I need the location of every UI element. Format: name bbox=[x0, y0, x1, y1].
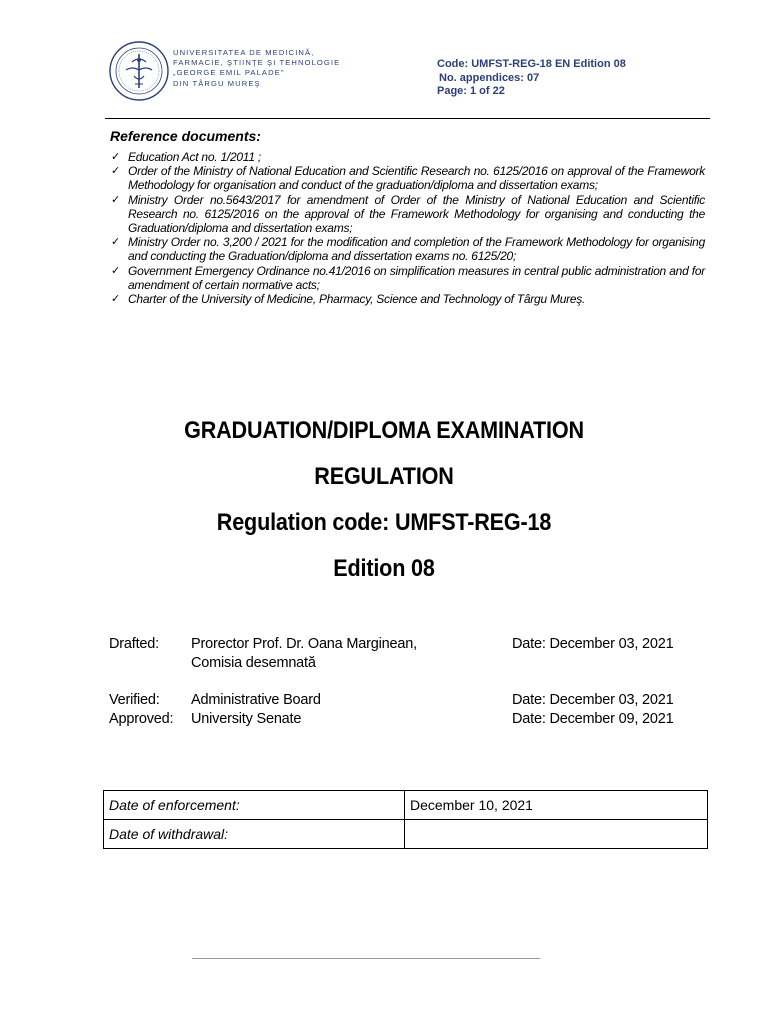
edition: Edition 08 bbox=[333, 555, 435, 582]
university-name-line: UNIVERSITATEA DE MEDICINĂ, bbox=[173, 48, 315, 57]
list-item bbox=[110, 264, 705, 292]
university-name-line: „GEORGE EMIL PALADE" bbox=[173, 68, 285, 78]
document-code: Code: UMFST-REG-18 EN Edition 08 bbox=[437, 58, 626, 70]
page-number: Page: 1 of 22 bbox=[437, 85, 505, 97]
drafted-date: Date: December 03, 2021 bbox=[512, 636, 674, 652]
enforcement-value: December 10, 2021 bbox=[405, 791, 708, 820]
list-item bbox=[110, 235, 705, 263]
list-item bbox=[110, 164, 705, 192]
drafted-label: Drafted: bbox=[109, 636, 159, 652]
drafted-by-2: Comisia desemnată bbox=[191, 655, 316, 671]
checkmark-icon: ✓ bbox=[111, 151, 120, 163]
title-line: REGULATION bbox=[314, 463, 454, 490]
verified-by: Administrative Board bbox=[191, 692, 321, 708]
table-row bbox=[104, 791, 708, 820]
enforcement-table bbox=[103, 790, 708, 849]
checkmark-icon: ✓ bbox=[111, 236, 120, 249]
verified-row bbox=[109, 691, 709, 710]
list-item bbox=[110, 292, 705, 306]
table-row bbox=[104, 820, 708, 849]
drafted-by: Prorector Prof. Dr. Oana Marginean, bbox=[191, 636, 417, 652]
checkmark-icon: ✓ bbox=[111, 264, 120, 277]
document-header bbox=[105, 38, 710, 119]
document-title bbox=[0, 408, 768, 592]
footer-divider bbox=[192, 958, 540, 959]
drafted-row-2 bbox=[109, 654, 709, 673]
verified-date: Date: December 03, 2021 bbox=[512, 692, 674, 708]
list-item bbox=[110, 150, 705, 164]
checkmark-icon: ✓ bbox=[111, 165, 120, 178]
approved-by: University Senate bbox=[191, 711, 302, 727]
reference-documents bbox=[110, 128, 705, 306]
university-name-line: DIN TÂRGU MUREŞ bbox=[173, 78, 261, 88]
reference-text: Order of the Ministry of National Education and Scientific Research no. 6125/2016 on approval of the Framework Methodology for organisation and conduct of the graduation/diploma and dissertation exams; bbox=[128, 164, 705, 193]
document-code-box bbox=[437, 58, 626, 99]
drafted-row bbox=[109, 635, 709, 654]
checkmark-icon: ✓ bbox=[111, 193, 120, 206]
approved-row bbox=[109, 710, 709, 729]
reference-documents-title: Reference documents: bbox=[110, 128, 261, 144]
reference-text: Government Emergency Ordinance no.41/2016 on simplification measures in central public administration and for amendment of certain normative acts; bbox=[128, 263, 705, 292]
approved-date: Date: December 09, 2021 bbox=[512, 711, 674, 727]
appendices-count: No. appendices: 07 bbox=[439, 71, 540, 84]
regulation-code: Regulation code: UMFST-REG-18 bbox=[216, 509, 552, 536]
university-name bbox=[173, 48, 340, 89]
list-item bbox=[110, 193, 705, 236]
reference-text: Ministry Order no. 3,200 / 2021 for the modification and completion of the Framework Methodology for organising and conducting the Graduation/diploma and dissertation exams no. 6125/20; bbox=[128, 235, 705, 264]
title-line: GRADUATION/DIPLOMA EXAMINATION bbox=[184, 417, 584, 444]
reference-text: Education Act no. 1/2011 ; bbox=[128, 150, 261, 164]
university-name-line: FARMACIE, ŞTIINŢE ŞI TEHNOLOGIE bbox=[173, 58, 341, 68]
reference-text: Ministry Order no.5643/2017 for amendment of Order of the Ministry of National Education and Scientific Research no. 6125/2016 on the approval of the Framework Methodology for organising and conducting the Graduation/diploma and dissertation exams; bbox=[128, 192, 705, 236]
checkmark-icon: ✓ bbox=[111, 293, 120, 306]
university-seal-icon bbox=[108, 40, 170, 102]
withdrawal-value bbox=[405, 820, 708, 849]
verified-label: Verified: bbox=[109, 692, 160, 708]
reference-list bbox=[110, 150, 705, 306]
signoff-block bbox=[109, 635, 709, 729]
enforcement-label: Date of enforcement: bbox=[104, 791, 405, 820]
approved-label: Approved: bbox=[109, 711, 174, 727]
reference-text: Charter of the University of Medicine, Pharmacy, Science and Technology of Târgu Mureş. bbox=[128, 292, 586, 307]
withdrawal-label: Date of withdrawal: bbox=[104, 820, 405, 849]
